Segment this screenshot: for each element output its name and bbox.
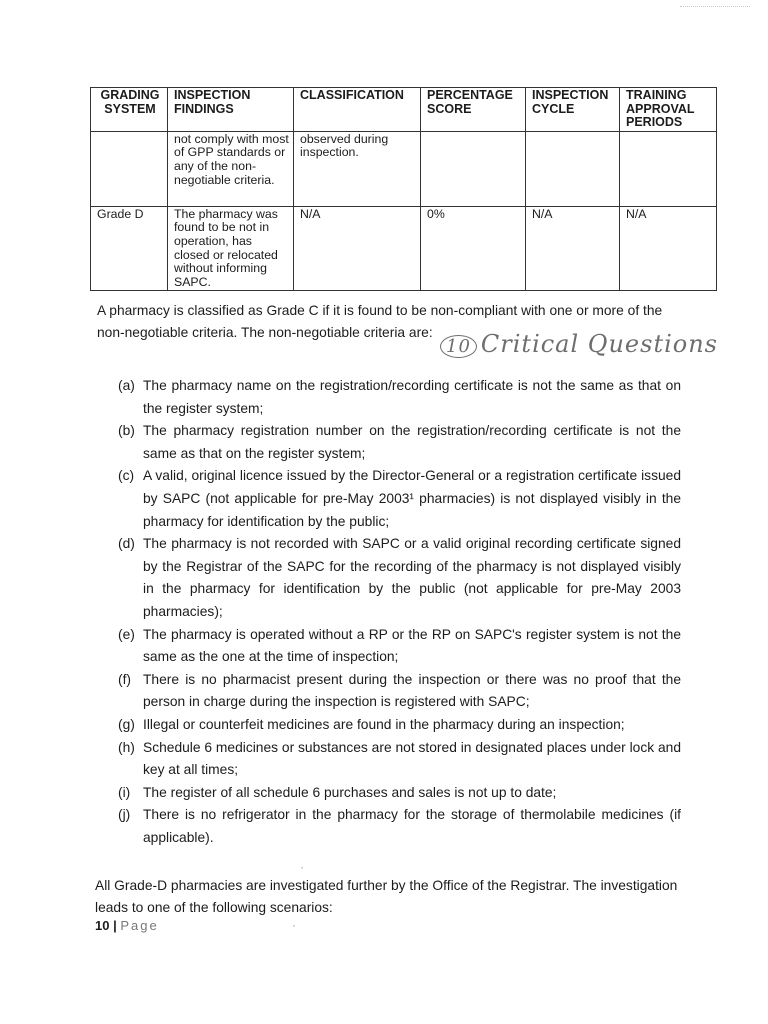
list-item xyxy=(118,669,681,714)
list-item-label: (a) xyxy=(118,378,135,393)
list-item xyxy=(118,804,681,849)
page-number: 10 xyxy=(95,918,110,933)
table-row xyxy=(91,131,717,206)
list-item xyxy=(118,533,681,623)
table-cell xyxy=(91,131,168,206)
list-item-label: (d) xyxy=(118,536,135,552)
table-cell: not comply with most of GPP standards or any of the non-negotiable criteria. xyxy=(168,131,294,206)
table-cell: Grade D xyxy=(91,206,168,291)
list-item-text: There is no refrigerator in the pharmacy for the storage of thermolabile medicines (if applicable). xyxy=(143,807,681,845)
page-label: Page xyxy=(120,918,159,933)
table-cell: observed during inspection. xyxy=(294,131,421,206)
list-item-text: The pharmacy is operated without a RP or the RP on SAPC's register system is not the same as the one at the time of inspection; xyxy=(143,626,681,665)
list-item-label: (c) xyxy=(118,468,135,484)
list-item xyxy=(118,737,681,782)
table-cell: 0% xyxy=(421,206,526,291)
footer-separator: | xyxy=(113,918,117,933)
header-inspection-findings: INSPECTION FINDINGS xyxy=(168,88,294,132)
table-cell xyxy=(526,131,620,206)
list-item xyxy=(118,465,681,533)
pen-mark: · xyxy=(292,918,296,932)
list-item-label: (b) xyxy=(118,423,135,439)
grading-table xyxy=(90,87,697,291)
closing-paragraph: All Grade-D pharmacies are investigated further by the Office of the Registrar. The investigation leads to one of the following scenarios: xyxy=(95,878,678,915)
list-item-text: The pharmacy is not recorded with SAPC or a valid original recording certificate signed by the Registrar of the SAPC for the recording of the pharmacy is not displayed visibly in the pharmacy for identification by the public (not applicable for pre-May 2003 pharmacies); xyxy=(143,536,681,619)
table-cell: N/A xyxy=(294,206,421,291)
scan-artifact xyxy=(680,6,750,15)
table-cell: N/A xyxy=(526,206,620,291)
table-cell xyxy=(620,131,717,206)
pen-mark: · xyxy=(300,860,304,874)
header-inspection-cycle: INSPECTION CYCLE xyxy=(526,88,620,132)
list-item-label: (e) xyxy=(118,626,135,642)
list-item xyxy=(118,420,681,465)
list-item xyxy=(118,375,681,420)
table-cell: The pharmacy was found to be not in operation, has closed or relocated without informing SAPC. xyxy=(168,206,294,291)
list-item-text: A valid, original licence issued by the Director-General or a registration certificate issued by SAPC (not applicable for pre-May 2003¹ pharmacies) is not displayed visibly in the pharmacy for identification by the public; xyxy=(143,468,681,529)
list-item-label: (g) xyxy=(118,716,135,732)
list-item-label: (f) xyxy=(118,671,132,687)
table-header-row xyxy=(91,88,717,132)
list-item-text: The pharmacy name on the registration/recording certificate is not the same as that on the register system; xyxy=(143,378,681,416)
header-grading-system: GRADING SYSTEM xyxy=(91,88,168,132)
header-percentage-score: PERCENTAGE SCORE xyxy=(421,88,526,132)
handwritten-circled-number: 10 xyxy=(440,335,477,358)
criteria-list xyxy=(118,375,681,849)
header-training-approval-periods: TRAINING APPROVAL PERIODS xyxy=(620,88,717,132)
list-item-label: (h) xyxy=(118,739,135,755)
list-item xyxy=(118,624,681,669)
list-item-text: There is no pharmacist present during the inspection or there was no proof that the person in charge during the inspection is registered with SAPC; xyxy=(143,671,681,710)
list-item-text: Illegal or counterfeit medicines are found in the pharmacy during an inspection; xyxy=(143,716,625,732)
table-cell xyxy=(421,131,526,206)
list-item-text: The pharmacy registration number on the registration/recording certificate is not the same as that on the register system; xyxy=(143,423,681,461)
header-classification: CLASSIFICATION xyxy=(294,88,421,132)
list-item xyxy=(118,782,681,805)
list-item xyxy=(118,714,681,737)
handwritten-note xyxy=(440,330,718,358)
list-item-label: (i) xyxy=(118,784,131,800)
handwritten-text: Critical Questions xyxy=(480,330,718,358)
list-item-label: (j) xyxy=(118,807,131,823)
intro-paragraph: A pharmacy is classified as Grade C if it is found to be non-compliant with one or more of the non-negotiable criteria. The non-negotiable criteria are: xyxy=(97,303,663,340)
table-row xyxy=(91,206,717,291)
list-item-text: Schedule 6 medicines or substances are not stored in designated places under lock and key at all times; xyxy=(143,739,681,778)
page-footer xyxy=(95,918,159,933)
list-item-text: The register of all schedule 6 purchases and sales is not up to date; xyxy=(143,784,557,800)
table-cell: N/A xyxy=(620,206,717,291)
